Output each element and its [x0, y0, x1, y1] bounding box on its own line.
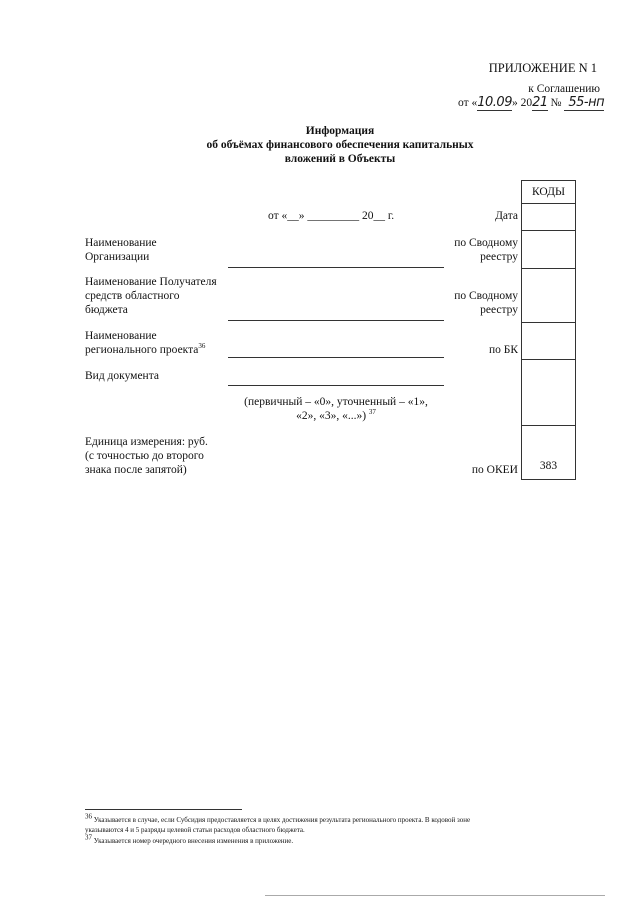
codes-header-label: КОДЫ [532, 186, 565, 198]
handwritten-day: 10.09 [477, 95, 512, 110]
footnote-ref-37: 37 [368, 408, 376, 417]
code-cell-org-registry [521, 230, 576, 269]
date-prefix: от « [458, 97, 478, 109]
unit-label-2: (с точностью до второго [85, 450, 204, 462]
document-title [0, 124, 640, 166]
footnote-36-line-1 [85, 812, 471, 825]
recipient-label-3: бюджета [85, 304, 128, 316]
code-cell-bk [521, 322, 576, 360]
recipient-label-2: средств областного [85, 290, 180, 302]
organization-underline [228, 267, 444, 268]
handwritten-number: 55-нп [564, 95, 604, 111]
footnote-36-mark: 36 [85, 812, 92, 821]
code-cell-date [521, 203, 576, 231]
appendix-title: ПРИЛОЖЕНИЕ N 1 [488, 61, 597, 75]
footnote-36-line-2: указываются 4 и 5 разряды целевой статьи расходов областного бюджета. [85, 826, 305, 834]
footnote-ref-36: 36 [198, 342, 206, 351]
organization-label-1: Наименование [85, 237, 157, 249]
recipient-label-1: Наименование Получателя [85, 276, 217, 288]
doc-type-note-2-wrap [228, 410, 444, 423]
scan-artifact-line [265, 895, 605, 896]
date-label: Дата [495, 210, 518, 222]
agreement-date-line [458, 96, 604, 110]
codes-header-cell [521, 180, 576, 204]
doc-type-note-2: «2», «3», «...») [296, 410, 367, 422]
organization-right-1: по Сводному [454, 237, 518, 249]
project-label-2-wrap [85, 344, 205, 357]
date-field: от «__» _________ 20__ г. [268, 210, 395, 222]
handwritten-year: 21 [532, 95, 548, 110]
project-right-1: по БК [488, 344, 518, 356]
footnote-separator [85, 809, 242, 810]
doc-type-label: Вид документа [85, 370, 159, 382]
unit-label-3: знака после запятой) [85, 464, 187, 476]
recipient-right-1: по Сводному [454, 290, 518, 302]
code-cell-recipient-registry [521, 268, 576, 323]
unit-label-1: Единица измерения: руб. [85, 436, 208, 448]
code-cell-okei [521, 425, 576, 480]
number-sign: № [550, 97, 562, 109]
title-line-3: вложений в Объекты [284, 153, 396, 165]
title-line-2: об объёмах финансового обеспечения капитальных [206, 139, 474, 151]
footnote-37-text-1: Указывается номер очередного внесения изменения в приложение. [93, 837, 294, 845]
project-label-2: регионального проекта [85, 344, 199, 356]
recipient-underline [228, 320, 444, 321]
footnote-37-line-1 [85, 833, 294, 846]
recipient-right-2: реестру [480, 304, 518, 316]
organization-label-2: Организации [85, 251, 150, 263]
project-underline [228, 357, 444, 358]
doc-type-note-1: (первичный – «0», уточненный – «1», [244, 396, 428, 408]
organization-right-2: реестру [480, 251, 518, 263]
footnote-37-mark: 37 [85, 833, 92, 842]
date-mid: » 20 [511, 97, 533, 109]
code-cell-doc-type [521, 359, 576, 426]
footnote-36-text-1: Указывается в случае, если Субсидия предоставляется в целях достижения результата регионального проекта. В кодовой зоне [93, 816, 471, 824]
okei-code: 383 [539, 460, 558, 472]
unit-right-1: по ОКЕИ [471, 464, 518, 476]
title-line-1: Информация [305, 125, 375, 137]
agreement-ref: к Соглашению [528, 83, 600, 95]
doc-type-underline [228, 385, 444, 386]
project-label-1: Наименование [85, 330, 157, 342]
